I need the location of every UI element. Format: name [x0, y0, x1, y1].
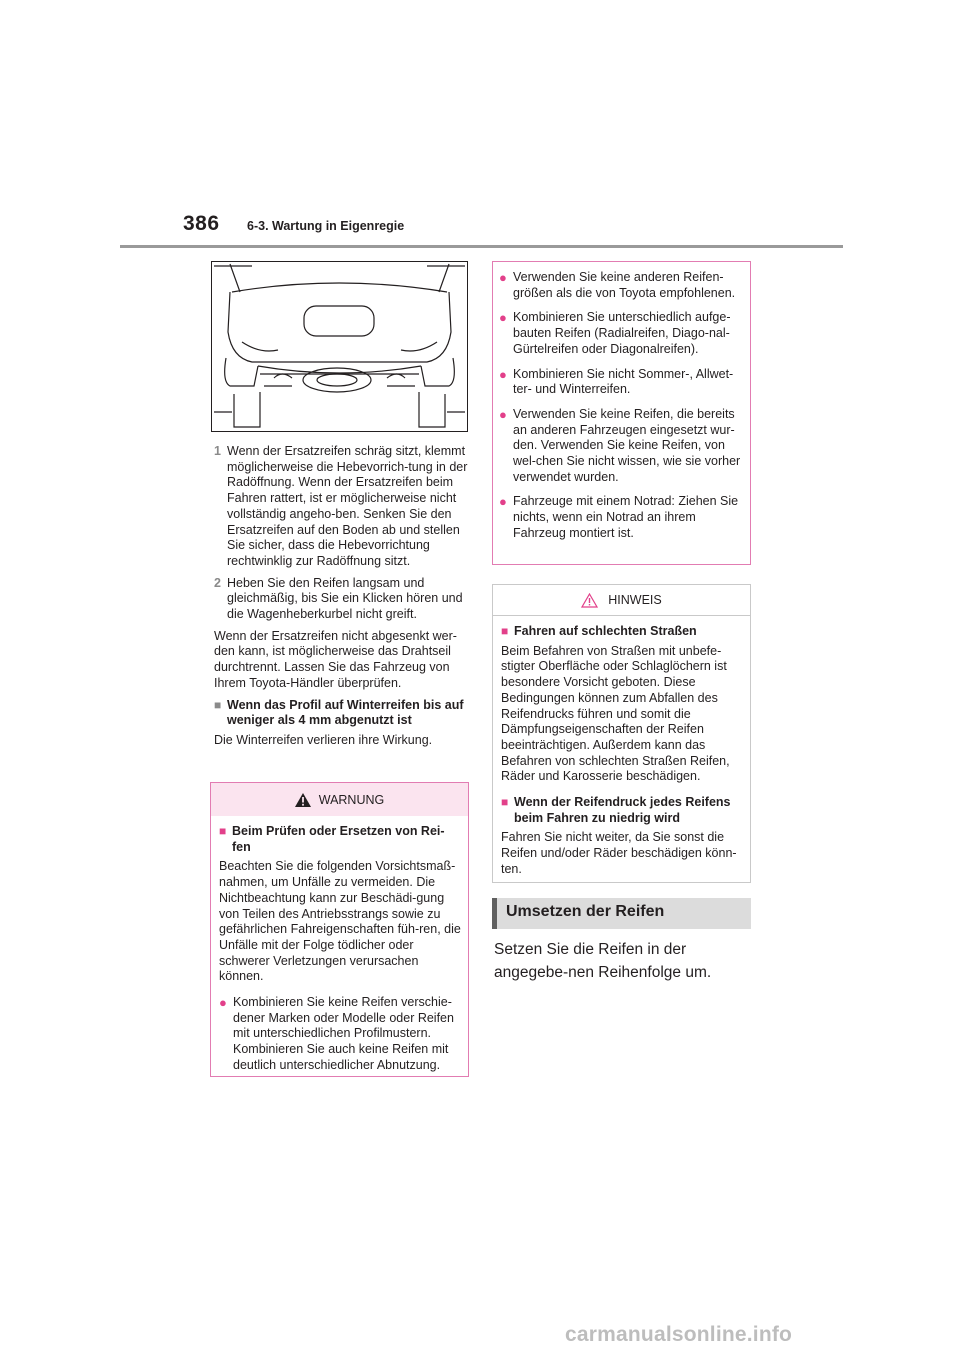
bullet-text: Kombinieren Sie keine Reifen verschie-dener Marken oder Modelle oder Reifen mit unterschiedlichen Profilmustern. Kombinieren Sie auch keine Reifen mit deutlich unterschiedlicher Abnutzung.: [233, 995, 454, 1072]
warning-paragraph: Beachten Sie die folgenden Vorsichtsmaß-nahmen, um Unfälle zu vermeiden. Die Nichtbeachtung kann zur Beschädi-gung von Teilen des Antriebsstrangs sowie zu gefährlichen Fahreigenschaften füh-ren, die Unfälle mit der Folge tödlicher oder schwerer Verletzungen verursachen können.: [219, 859, 461, 984]
step-number: 1: [214, 444, 221, 458]
left-column: [214, 444, 472, 749]
warning-bullet: [219, 995, 462, 1074]
notice-box: [492, 584, 751, 883]
bullet-text: Verwenden Sie keine anderen Reifen-größen als die von Toyota empfohlenen.: [513, 270, 736, 300]
car-rear-drawing: [212, 262, 467, 431]
warning-triangle-icon: [295, 793, 311, 807]
warning-bullet: [499, 494, 742, 541]
round-bullet-icon: ●: [219, 995, 227, 1011]
winter-heading: [214, 698, 472, 729]
warning-box: [210, 782, 469, 1077]
notice-title: HINWEIS: [608, 593, 662, 607]
warning-heading: [219, 824, 462, 855]
round-bullet-icon: ●: [499, 406, 507, 422]
notice-title-bar: [493, 585, 750, 615]
spare-tire-illustration: [211, 261, 468, 432]
section-heading-accent: [492, 898, 497, 929]
step-text: Heben Sie den Reifen langsam und gleichmäßig, bis Sie ein Klicken hören und die Wagenheberkurbel nicht greift.: [227, 575, 463, 622]
warning-bullet: [499, 407, 742, 486]
square-bullet-icon: ■: [219, 824, 227, 838]
section-heading: Umsetzen der Reifen: [506, 903, 665, 920]
round-bullet-icon: ●: [499, 494, 507, 510]
notice-paragraph: Beim Befahren von Straßen mit unbefe-stigter Oberfläche oder Schlaglöchern ist besondere Vorsicht geboten. Diese Bedingungen können zum Abfallen des Reifendrucks führen und somit die Dämpfungseigenschaften der Reifen beeinträchtigen. Außerdem kann das Befahren von schlechten Straßen Reifen, Räder und Karosserie beschädigen.: [501, 643, 730, 784]
notice-heading: [501, 624, 744, 640]
watermark: carmanualsonline.info: [565, 1323, 793, 1346]
step-text: Wenn der Ersatzreifen schräg sitzt, klemmt möglicherweise die Hebevorrich-tung in der Radöffnung. Wenn der Ersatzreifen beim Fahren rattert, ist er möglicherweise nicht vollständig angeho-ben. Senken Sie den Ersatzreifen auf den Boden ab und stellen Sie sicher, dass die Hebevorrichtung rechtwinklig zur Radöffnung sitzt.: [227, 444, 468, 568]
section-intro-text: Setzen Sie die Reifen in der angegebe-nen Reihenfolge um.: [494, 941, 712, 981]
square-bullet-icon: ■: [501, 795, 509, 810]
header-divider: [120, 245, 843, 248]
notice-paragraph: Fahren Sie nicht weiter, da Sie sonst die Reifen und/oder Räder beschädigen könn-ten.: [501, 830, 737, 876]
round-bullet-icon: ●: [499, 366, 507, 382]
notice-heading-text: Wenn der Reifendruck jedes Reifens beim Fahren zu niedrig wird: [514, 795, 731, 825]
bullet-text: Fahrzeuge mit einem Notrad: Ziehen Sie nichts, wenn ein Notrad an ihrem Fahrzeug montiert ist.: [513, 494, 739, 540]
notice-heading: [501, 795, 744, 826]
bullet-text: Kombinieren Sie unterschiedlich aufge-bauten Reifen (Radialreifen, Diago-nal-Gürtelreifen oder Diagonalreifen).: [513, 310, 731, 356]
section-title: 6-3. Wartung in Eigenregie: [247, 219, 405, 233]
warning-bullet: [499, 270, 742, 301]
step-number: 2: [214, 575, 221, 590]
square-bullet-icon: ■: [501, 624, 509, 638]
page-number: 386: [183, 212, 220, 235]
round-bullet-icon: ●: [499, 270, 507, 285]
round-bullet-icon: ●: [499, 310, 507, 326]
caution-triangle-icon: [581, 593, 598, 608]
bullet-text: Verwenden Sie keine Reifen, die bereits an anderen Fahrzeugen eingesetzt wur-den. Verwenden Sie keine Reifen, von wel-chen Sie nicht wissen, wie sie vorher verwendet wurden.: [513, 406, 741, 484]
numbered-step: [214, 444, 472, 570]
square-bullet-icon: ■: [214, 697, 222, 712]
warning-bullet: [499, 310, 742, 357]
warning-heading-text: Beim Prüfen oder Ersetzen von Rei-fen: [232, 824, 445, 854]
warning-title-bar: [211, 783, 468, 816]
winter-text: Die Winterreifen verlieren ihre Wirkung.: [214, 732, 433, 747]
winter-heading-text: Wenn das Profil auf Winterreifen bis auf weniger als 4 mm abgenutzt ist: [227, 697, 464, 728]
numbered-step: [214, 576, 472, 623]
warning-body: [211, 816, 468, 1074]
notice-body: [493, 616, 750, 878]
body-paragraph: Wenn der Ersatzreifen nicht abgesenkt wer-den kann, ist möglicherweise das Drahtseil durchtrennt. Lassen Sie das Fahrzeug von Ihrem Toyota-Händler überprüfen.: [214, 628, 457, 690]
notice-heading-text: Fahren auf schlechten Straßen: [514, 624, 697, 638]
warning-title: WARNUNG: [318, 792, 385, 807]
warning-continued-box: [492, 261, 751, 565]
bullet-text: Kombinieren Sie nicht Sommer-, Allwet-ter- und Winterreifen.: [513, 366, 734, 397]
warning-bullet: [499, 367, 742, 398]
